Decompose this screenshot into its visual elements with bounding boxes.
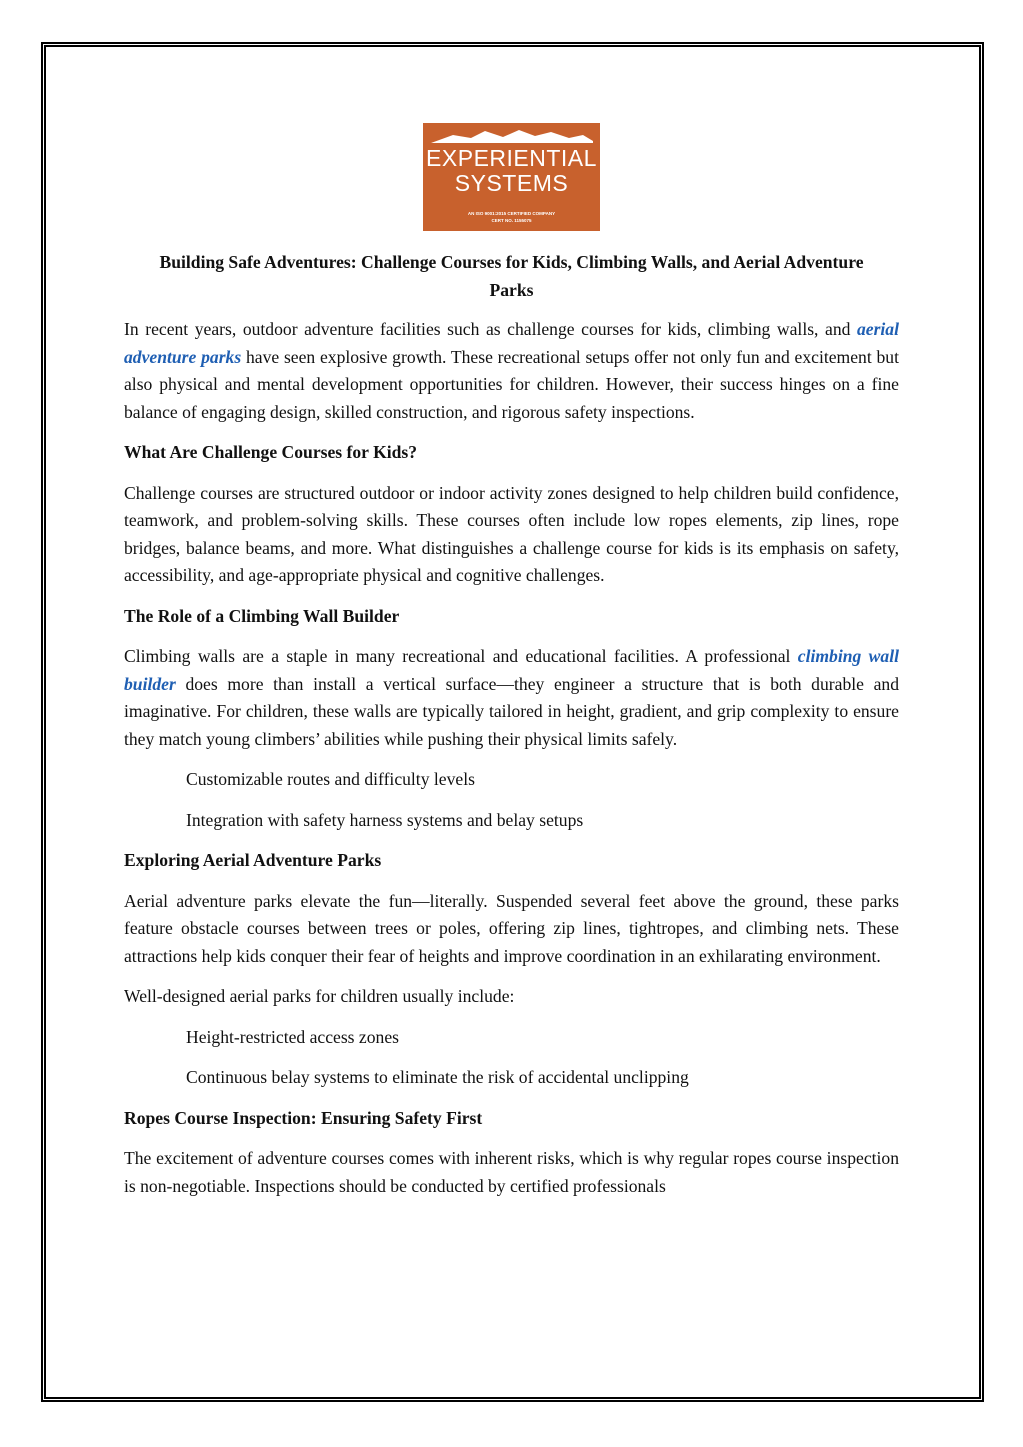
company-logo xyxy=(423,123,600,231)
list-item: Height-restricted access zones xyxy=(186,1026,399,1047)
section4-heading: Ropes Course Inspection: Ensuring Safety First xyxy=(124,1107,483,1128)
intro-text-2: have seen explosive growth. These recreational setups offer not only fun and excitement but also physical and mental development opportunities for children. However, their success hinges on a fine balance of engaging design, skilled construction, and rigorous safety inspections. xyxy=(124,346,899,422)
logo-graphic xyxy=(423,123,600,231)
intro-text-1: In recent years, outdoor adventure facilities such as challenge courses for kids, climbing walls, and xyxy=(124,319,857,339)
list-item: Customizable routes and difficulty levels xyxy=(186,769,475,789)
section3-lead: Well-designed aerial parks for children usually include: xyxy=(124,986,515,1006)
logo-line3: AN ISO 9001:2015 CERTIFIED COMPANY xyxy=(467,211,556,216)
logo-line2: SYSTEMS xyxy=(454,170,569,196)
document-title: Building Safe Adventures: Challenge Courses for Kids, Climbing Walls, and Aerial Adventure Parks xyxy=(159,252,864,300)
intro-paragraph xyxy=(124,316,899,426)
section2-text-2: does more than install a vertical surface—they engineer a structure that is both durable and imaginative. For children, these walls are typically tailored in height, gradient, and grip complexity to ensure they match young climbers’ abilities while pushing their physical limits safely. xyxy=(124,673,899,749)
section1-heading: What Are Challenge Courses for Kids? xyxy=(124,442,418,462)
section3-heading: Exploring Aerial Adventure Parks xyxy=(124,850,382,870)
climbing-wall-builder-link[interactable]: climbing wall builder xyxy=(124,646,899,694)
section3-body: Aerial adventure parks elevate the fun—literally. Suspended several feet above the ground, these parks feature obstacle courses between trees or poles, offering zip lines, tightropes, and climbing nets. These attractions help kids conquer their fear of heights and improve coordination in an exhilarating environment. xyxy=(124,890,899,966)
logo-line4: CERT NO. 1155075 xyxy=(491,218,532,223)
document-body xyxy=(124,248,899,1213)
logo-line1: EXPERIENTIAL xyxy=(426,145,597,171)
section2-text-1: Climbing walls are a staple in many recreational and educational facilities. A professional xyxy=(124,646,798,666)
section2-body xyxy=(124,643,899,753)
section2-heading: The Role of a Climbing Wall Builder xyxy=(124,605,400,626)
list-item: Integration with safety harness systems and belay setups xyxy=(186,809,584,830)
section1-body: Challenge courses are structured outdoor or indoor activity zones designed to help children build confidence, teamwork, and problem-solving skills. These courses often include low ropes elements, zip lines, rope bridges, balance beams, and more. What distinguishes a challenge course for kids is its emphasis on safety, accessibility, and age-appropriate physical and cognitive challenges. xyxy=(124,482,899,585)
section2-list xyxy=(124,766,899,834)
section3-list xyxy=(124,1024,899,1092)
list-item: Continuous belay systems to eliminate the risk of accidental unclipping xyxy=(186,1067,689,1087)
aerial-adventure-parks-link[interactable]: aerial adventure parks xyxy=(124,319,899,367)
section4-body: The excitement of adventure courses comes with inherent risks, which is why regular ropes course inspection is non-negotiable. Inspections should be conducted by certified professionals xyxy=(124,1148,899,1196)
